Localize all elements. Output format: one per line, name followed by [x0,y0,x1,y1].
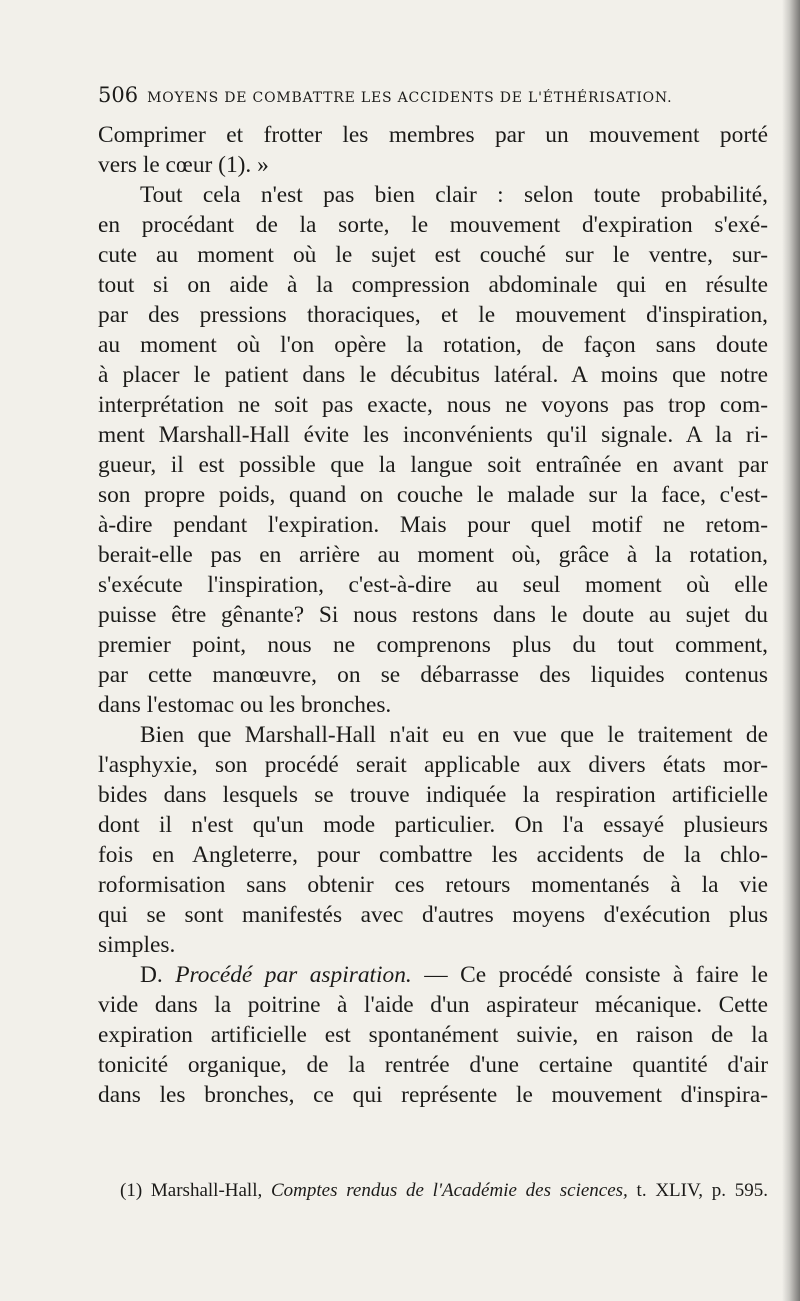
body-line: gueur, il est possible que la langue soit entraînée en avant par [98,452,768,478]
body-line: interprétation ne soit pas exacte, nous ne voyons pas trop com- [98,392,768,418]
body-line: au moment où l'on opère la rotation, de façon sans doute [98,332,768,358]
page-edge-shadow [782,0,800,1301]
body-line: berait-elle pas en arrière au moment où, grâce à la rotation, [98,542,768,568]
body-line: en procédant de la sorte, le mouvement d'expiration s'exé- [98,212,768,238]
body-line: ment Marshall-Hall évite les inconvénients qu'il signale. A la ri- [98,422,768,448]
body-line: fois en Angleterre, pour combattre les accidents de la chlo- [98,842,768,868]
body-line: puisse être gênante? Si nous restons dans le doute au sujet du [98,602,768,628]
body-line: tout si on aide à la compression abdominale qui en résulte [98,272,768,298]
body-line: par cette manœuvre, on se débarrasse des liquides contenus [98,662,768,688]
body-line: dans l'estomac ou les bronches. [98,692,392,718]
footnote-marker: (1) [120,1180,143,1201]
footnote-author: Marshall-Hall, [150,1180,263,1201]
body-line: son propre poids, quand on couche le malade sur la face, c'est- [98,482,768,508]
footnote-source: Comptes rendus de l'Académie des sciences, [270,1180,628,1201]
body-line: vers le cœur (1). » [98,152,269,178]
body-line: dont il n'est qu'un mode particulier. On l'a essayé plusieurs [98,812,768,838]
section-marker: D. [140,962,163,988]
section-first-line-text: — Ce procédé consiste à faire le [424,962,768,988]
body-line: roformisation sans obtenir ces retours momentanés à la vie [98,872,768,898]
section-title: Procédé par aspiration. [175,962,412,988]
body-line: s'exécute l'inspiration, c'est-à-dire au seul moment où elle [98,572,768,598]
footnote-locator: t. XLIV, p. 595. [636,1180,768,1201]
running-header [98,83,766,109]
section-d-heading-line [98,960,768,990]
body-line: bides dans lesquels se trouve indiquée la respiration artificielle [98,782,768,808]
footnote [120,1178,768,1204]
body-line: premier point, nous ne comprenons plus du tout comment, [98,632,768,658]
body-line: tonicité organique, de la rentrée d'une certaine quantité d'air [98,1052,768,1078]
body-line: à-dire pendant l'expiration. Mais pour quel motif ne retom- [98,512,768,538]
body-line: expiration artificielle est spontanément suivie, en raison de la [98,1022,768,1048]
body-line: à placer le patient dans le décubitus latéral. A moins que notre [98,362,768,388]
body-line: Comprimer et frotter les membres par un mouvement porté [98,122,768,148]
running-title: MOYENS DE COMBATTRE LES ACCIDENTS DE L'ÉTHÉRISATION. [147,90,673,106]
body-line: par des pressions thoraciques, et le mouvement d'inspiration, [98,302,768,328]
body-line: cute au moment où le sujet est couché sur le ventre, sur- [98,242,768,268]
body-line: simples. [98,932,176,958]
paragraph-first-line: Bien que Marshall-Hall n'ait eu en vue que le traitement de [140,722,768,748]
paragraph-first-line: Tout cela n'est pas bien clair : selon toute probabilité, [140,182,768,208]
page-number: 506 [98,83,139,107]
body-line: l'asphyxie, son procédé serait applicable aux divers états mor- [98,752,768,778]
body-line: qui se sont manifestés avec d'autres moyens d'exécution plus [98,902,768,928]
body-line: vide dans la poitrine à l'aide d'un aspirateur mécanique. Cette [98,992,768,1018]
body-line: dans les bronches, ce qui représente le mouvement d'inspira- [98,1082,768,1108]
